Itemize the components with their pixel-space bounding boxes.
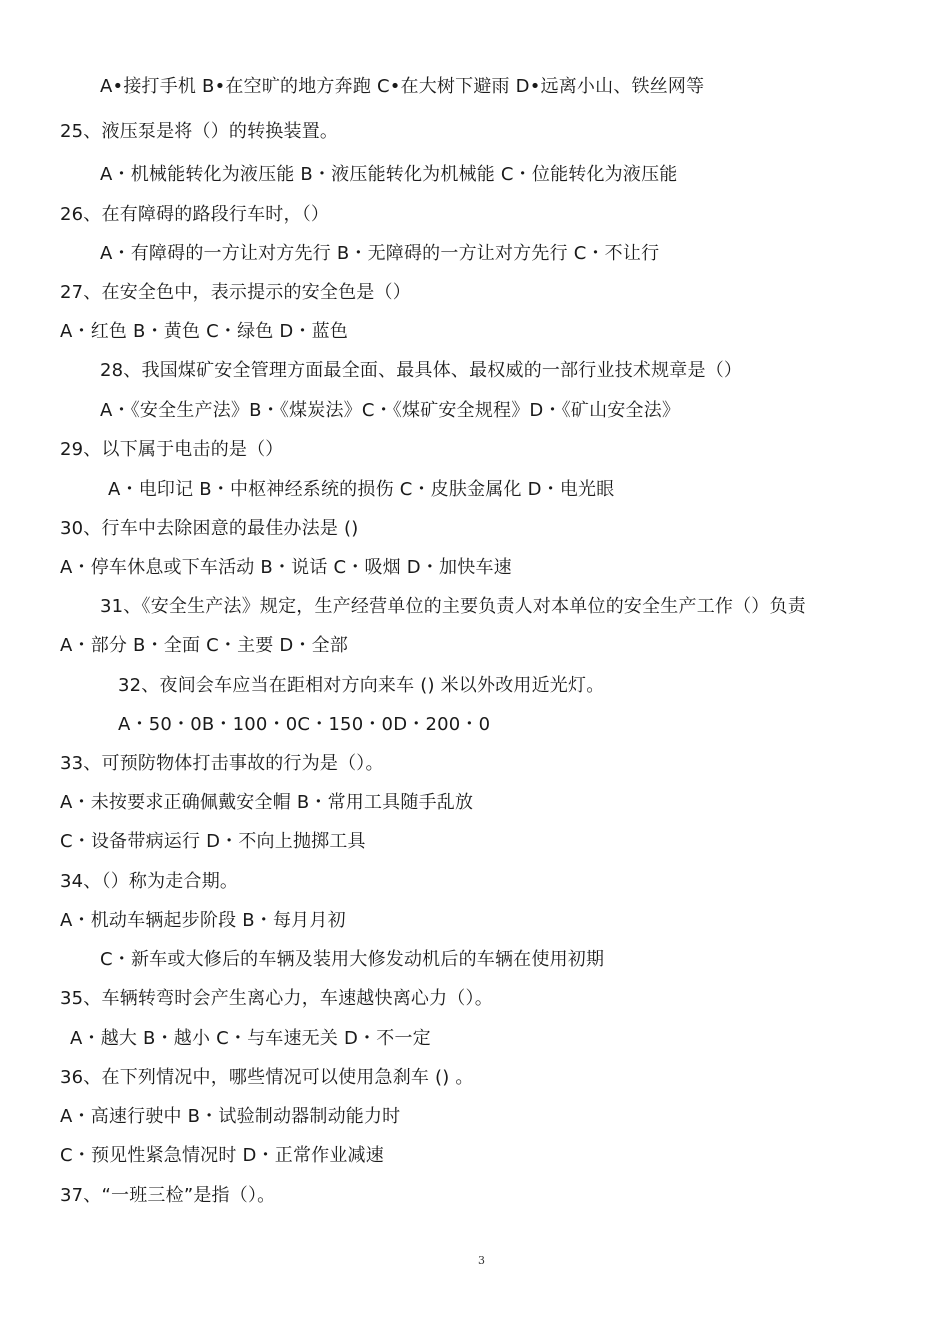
q26-question: 26、在有障碍的路段行车时，（）	[60, 204, 330, 225]
q32-options: A・50・0B・100・0C・150・0D・200・0	[118, 714, 491, 735]
q31-options: A・部分 B・全面 C・主要 D・全部	[60, 635, 349, 656]
q37-question: 37、“一班三检”是指（）。	[60, 1185, 276, 1206]
q28-options: A・《安全生产法》B・《煤炭法》C・《煤矿安全规程》D・《矿山安全法》	[100, 400, 681, 421]
q27-question: 27、在安全色中，表示提示的安全色是（）	[60, 282, 411, 303]
q36-options-cd: C・预见性紧急情况时 D・正常作业减速	[60, 1145, 384, 1166]
q29-question: 29、以下属于电击的是（）	[60, 439, 284, 460]
q36-question: 36、在下列情况中，哪些情况可以使用急刹车 () 。	[60, 1067, 474, 1088]
q33-options-ab: A・未按要求正确佩戴安全帽 B・常用工具随手乱放	[60, 792, 474, 813]
q34-option-c: C・新车或大修后的车辆及装用大修发动机后的车辆在使用初期	[100, 949, 605, 970]
q33-options-cd: C・设备带病运行 D・不向上抛掷工具	[60, 831, 366, 852]
q24-options: A•接打手机 B•在空旷的地方奔跑 C•在大树下避雨 D•远离小山、铁丝网等	[100, 76, 705, 97]
q35-question: 35、车辆转弯时会产生离心力，车速越快离心力（）。	[60, 988, 493, 1009]
q31-question: 31、《安全生产法》规定，生产经营单位的主要负责人对本单位的安全生产工作（）负责	[100, 596, 806, 617]
q25-options: A・机械能转化为液压能 B・液压能转化为机械能 C・位能转化为液压能	[100, 164, 678, 185]
q26-options: A・有障碍的一方让对方先行 B・无障碍的一方让对方先行 C・不让行	[100, 243, 660, 264]
q29-options: A・电印记 B・中枢神经系统的损伤 C・皮肤金属化 D・电光眼	[108, 479, 615, 500]
page-number: 3	[478, 1254, 485, 1267]
q33-question: 33、可预防物体打击事故的行为是（）。	[60, 753, 384, 774]
q27-options: A・红色 B・黄色 C・绿色 D・蓝色	[60, 321, 349, 342]
q28-question: 28、我国煤矿安全管理方面最全面、最具体、最权威的一部行业技术规章是（）	[100, 360, 743, 381]
q34-question: 34、（）称为走合期。	[60, 871, 239, 892]
q30-question: 30、行车中去除困意的最佳办法是 ()	[60, 518, 359, 539]
q35-options: A・越大 B・越小 C・与车速无关 D・不一定	[70, 1028, 431, 1049]
q36-options-ab: A・高速行驶中 B・试验制动器制动能力时	[60, 1106, 401, 1127]
q34-options-ab: A・机动车辆起步阶段 B・每月月初	[60, 910, 346, 931]
q25-question: 25、液压泵是将（）的转换装置。	[60, 121, 339, 142]
q32-question: 32、夜间会车应当在距相对方向来车 () 米以外改用近光灯。	[118, 675, 605, 696]
q30-options: A・停车休息或下车活动 B・说话 C・吸烟 D・加快车速	[60, 557, 512, 578]
